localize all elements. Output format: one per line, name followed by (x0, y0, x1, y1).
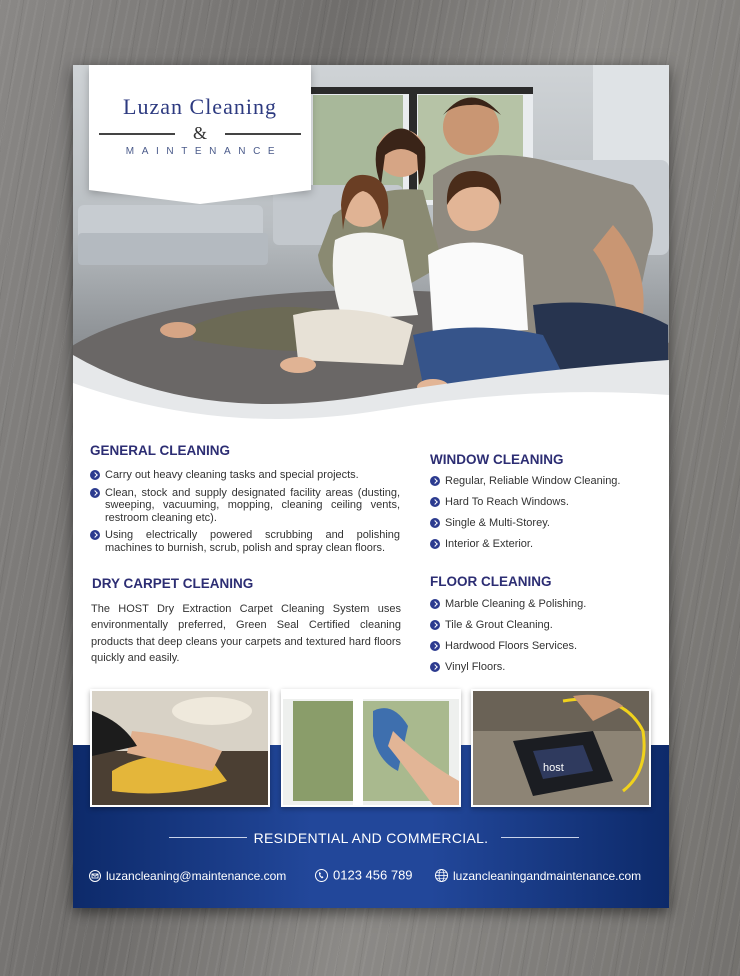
window-cleaning-heading: WINDOW CLEANING (430, 452, 564, 467)
list-item: Vinyl Floors. (430, 661, 660, 674)
chevron-bullet-icon (90, 530, 100, 540)
chevron-bullet-icon (430, 641, 440, 651)
phone-text: 0123 456 789 (333, 867, 413, 883)
chevron-bullet-icon (430, 620, 440, 630)
brand-ampersand: & (192, 123, 207, 143)
contact-email[interactable] (89, 867, 286, 884)
floor-cleaning-heading: FLOOR CLEANING (430, 574, 552, 589)
window-cleaning-list (430, 475, 660, 559)
photo-dusting (90, 689, 270, 807)
flyer (73, 65, 669, 908)
list-item: Hardwood Floors Services. (430, 640, 660, 653)
contact-phone[interactable] (315, 867, 413, 884)
list-item: Using electrically powered scrubbing and polishing machines to burnish, scrub, polish and spray clean floors. (90, 529, 400, 554)
machine-label: host (543, 762, 564, 774)
website-text: luzancleaningandmaintenance.com (453, 868, 642, 883)
phone-icon (315, 869, 328, 882)
brand-tagline: MAINTENANCE (125, 146, 283, 157)
divider (99, 133, 175, 135)
chevron-bullet-icon (430, 662, 440, 672)
general-cleaning-list (90, 469, 400, 560)
photo-window-wiping (281, 689, 461, 807)
chevron-bullet-icon (90, 488, 100, 498)
list-item: Marble Cleaning & Polishing. (430, 598, 660, 611)
general-cleaning-heading: GENERAL CLEANING (90, 443, 231, 458)
divider (225, 133, 301, 135)
photo-carpet-machine (471, 689, 651, 807)
chevron-bullet-icon (430, 599, 440, 609)
floor-cleaning-list (430, 598, 660, 682)
list-item: Clean, stock and supply designated facility areas (dusting, sweeping, vacuuming, mopping, cleaning ceiling vents, restroom cleaning etc). (90, 487, 400, 525)
chevron-bullet-icon (430, 539, 440, 549)
list-item: Single & Multi-Storey. (430, 517, 660, 530)
chevron-bullet-icon (430, 518, 440, 528)
list-item: Regular, Reliable Window Cleaning. (430, 475, 660, 488)
dry-carpet-text: The HOST Dry Extraction Carpet Cleaning System uses environmentally preferred, Green Seal Certified cleaning products that deep cleans your carpets and textured hard floors quickly and easily. (91, 603, 401, 664)
list-item: Hard To Reach Windows. (430, 496, 660, 509)
list-item: Interior & Exterior. (430, 538, 660, 551)
dry-carpet-heading: DRY CARPET CLEANING (92, 576, 254, 591)
chevron-bullet-icon (430, 476, 440, 486)
divider (501, 837, 579, 838)
email-icon (89, 870, 101, 882)
banner-tagline: RESIDENTIAL AND COMMERCIAL. (253, 830, 489, 846)
list-item: Tile & Grout Cleaning. (430, 619, 660, 632)
brand-name: Luzan Cleaning (123, 94, 277, 119)
list-item: Carry out heavy cleaning tasks and special projects. (90, 469, 400, 482)
chevron-bullet-icon (430, 497, 440, 507)
chevron-bullet-icon (90, 470, 100, 480)
contact-website[interactable] (435, 867, 641, 884)
brand-logo (89, 65, 311, 190)
brand-ampersand-row (99, 123, 301, 143)
globe-icon (435, 869, 448, 882)
hero-photo (73, 65, 669, 425)
email-text: luzancleaning@maintenance.com (106, 868, 287, 883)
banner-tagline-row (73, 826, 669, 850)
